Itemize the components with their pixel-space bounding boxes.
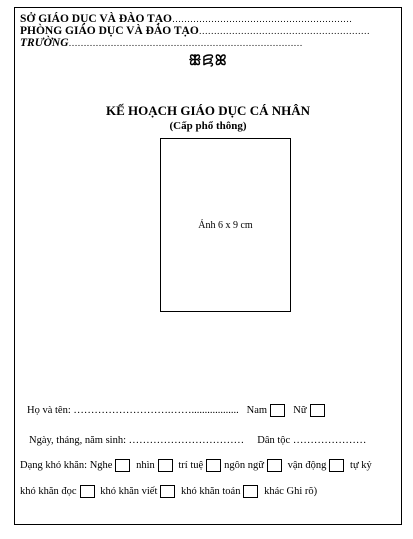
male-checkbox[interactable] <box>270 404 285 417</box>
difficulty-hearing: Nghe <box>89 460 113 471</box>
ornament-divider: ꕥꗛꕤ <box>188 54 228 69</box>
page-frame <box>14 7 402 525</box>
difficulty-vision-checkbox[interactable] <box>158 459 173 472</box>
female-label: Nữ <box>293 405 307 416</box>
difficulty-row-1 <box>20 458 372 474</box>
difficulty-hearing-checkbox[interactable] <box>115 459 130 472</box>
dob-label: Ngày, tháng, năm sinh: …………………………… <box>29 435 245 446</box>
document-title: KẾ HOẠCH GIÁO DỤC CÁ NHÂN <box>105 103 311 118</box>
office-label: PHÒNG GIÁO DỤC VÀ ĐÀO TẠO <box>20 25 199 37</box>
name-label: Họ và tên: ……………………….…….................. <box>27 405 239 416</box>
difficulty-other: khác Ghi rõ) <box>264 486 318 497</box>
difficulty-math: khó khăn toán <box>180 486 241 497</box>
difficulty-motor: vận động <box>287 460 327 471</box>
department-dots: …………………………………………………… <box>171 14 352 24</box>
difficulty-autism: tự kỷ <box>350 460 372 471</box>
difficulty-writing-checkbox[interactable] <box>160 485 175 498</box>
name-row <box>27 403 328 419</box>
difficulty-math-checkbox[interactable] <box>243 485 258 498</box>
female-checkbox[interactable] <box>310 404 325 417</box>
office-dots: ………………………………………………… <box>198 26 370 36</box>
male-label: Nam <box>246 405 268 416</box>
difficulty-row-2 <box>20 484 317 500</box>
difficulty-prefix: Dạng khó khăn: <box>20 460 88 471</box>
school-label: TRƯỜNG <box>20 37 69 49</box>
difficulty-intellect-checkbox[interactable] <box>206 459 221 472</box>
department-label: SỞ GIÁO DỤC VÀ ĐÀO TẠO <box>20 13 172 25</box>
header-line-school <box>20 37 303 50</box>
difficulty-reading-checkbox[interactable] <box>80 485 95 498</box>
ethnicity-label: Dân tộc ………………… <box>257 435 367 446</box>
photo-label: Ảnh 6 x 9 cm <box>198 219 253 231</box>
document-subtitle: (Cấp phổ thông) <box>169 120 247 132</box>
difficulty-vision: nhìn <box>136 460 155 471</box>
school-dots: …………………………………………………………………… <box>68 38 303 48</box>
difficulty-writing: khó khăn viết <box>100 486 158 497</box>
difficulty-language-checkbox[interactable] <box>267 459 282 472</box>
photo-placeholder <box>160 138 291 312</box>
dob-row <box>29 433 366 449</box>
difficulty-intellect: trí tuệ <box>178 460 204 471</box>
difficulty-language: ngôn ngữ <box>224 460 264 471</box>
difficulty-motor-checkbox[interactable] <box>329 459 344 472</box>
difficulty-reading: khó khăn đọc <box>20 486 77 497</box>
